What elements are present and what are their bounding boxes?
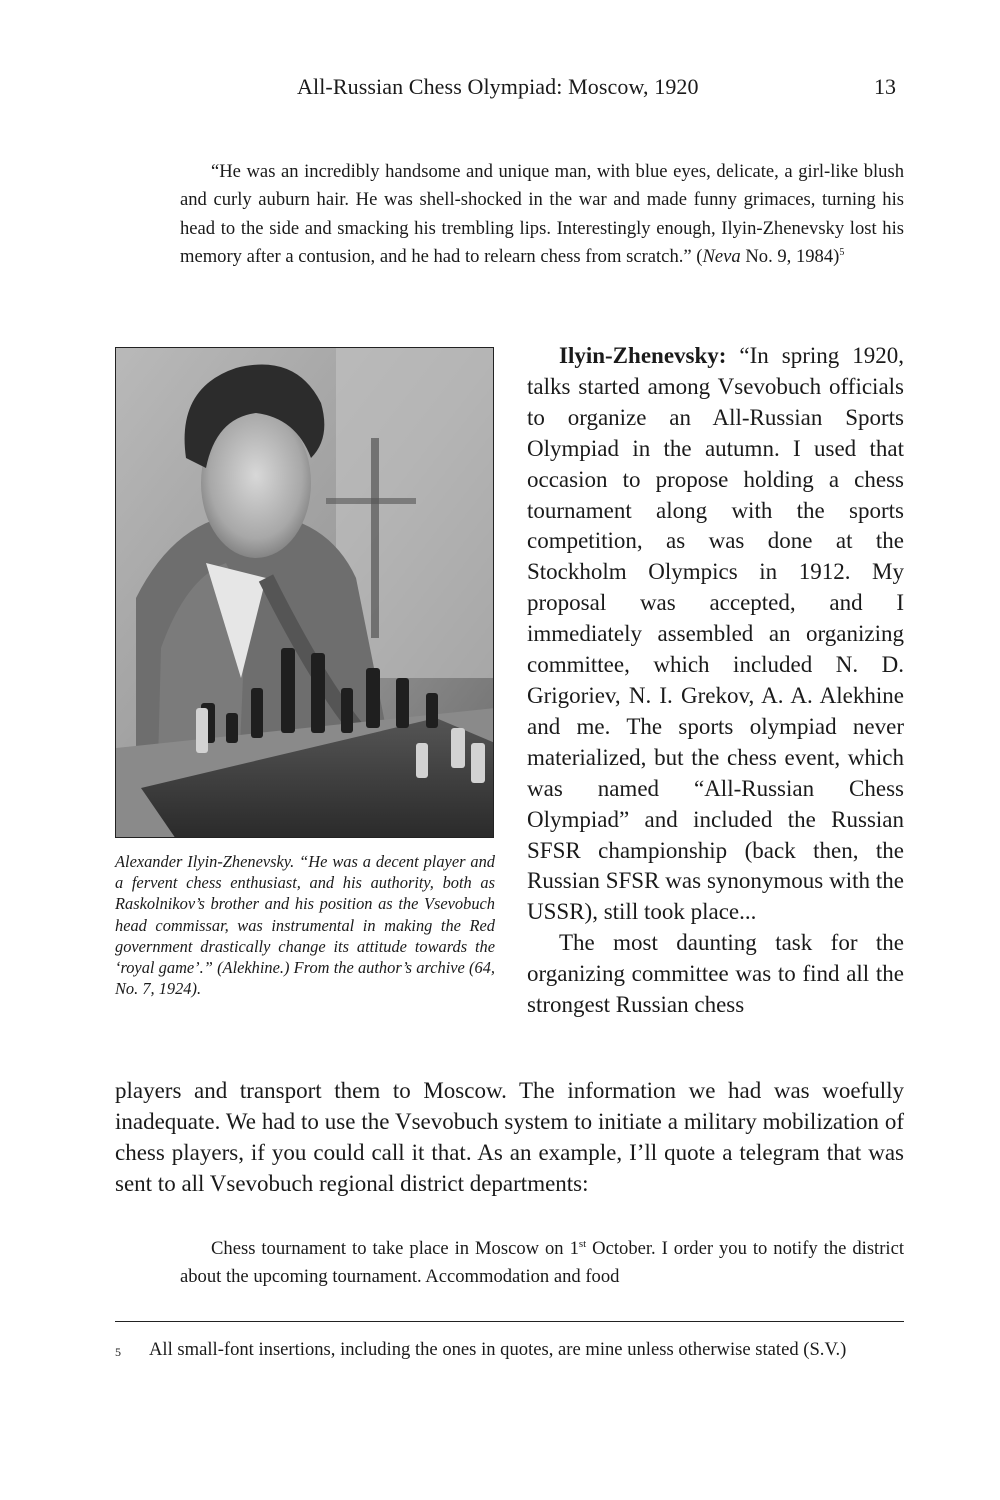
footnote-divider — [115, 1321, 904, 1322]
footnote — [115, 1338, 904, 1363]
quote-source-title: Neva — [702, 246, 741, 268]
quote-source-rest: No. 9, 1984) — [740, 246, 840, 268]
telegram-text-1: Chess tournament to take place in Moscow on 1 — [211, 1238, 579, 1259]
footnote-text: All small-font insertions, including the ones in quotes, are mine unless otherwise stated (S.V.) — [149, 1339, 847, 1360]
portrait-photo — [115, 347, 494, 838]
speaker-name: Ilyin-Zhenevsky: — [559, 343, 727, 368]
body-paragraph-2-continued: players and transport them to Moscow. The information we had was woefully inadequate. We had to use the Vsevobuch system to initiate a military mobilization of chess players, if you could call it that. As an example, I’ll quote a telegram that was sent to all Vsevobuch regional district departments: — [115, 1078, 904, 1196]
body-column — [527, 341, 904, 1021]
quote-block — [180, 158, 904, 272]
figure-caption — [115, 851, 495, 999]
telegram-ordinal: st — [578, 1237, 587, 1250]
footnote-ref: 5 — [839, 247, 845, 259]
telegram-quote — [180, 1235, 904, 1292]
page-number: 13 — [874, 74, 896, 99]
body-paragraph-2-start: The most daunting task for the organizing committee was to find all the strongest Russian chess — [527, 930, 904, 1018]
body-full-width — [115, 1076, 904, 1200]
telegram-text-2: October. I order you to notify the district about the upcoming tournament. Accommodation and food — [180, 1238, 904, 1288]
footnote-number: 5 — [115, 1345, 121, 1359]
body-paragraph-1: “In spring 1920, talks started among Vsevobuch officials to organize an All-Russian Sports Olympiad in the autumn. I used that occasion to propose holding a chess tournament along with the sports competition, as was done at the Stockholm Olympics in 1912. My proposal was accepted, and I immediately assembled an organizing committee, which included N. D. Grigoriev, N. I. Grekov, A. A. Alekhine and me. The sports olympiad never materialized, but the chess event, which was named “All-Russian Chess Olympiad” and included the Russian SFSR championship (back then, the Russian SFSR was synonymous with the USSR), still took place... — [527, 343, 904, 925]
caption-text: Alexander Ilyin-Zhenevsky. “He was a decent player and a fervent chess enthusiast, and his authority, both as Raskolnikov’s brother and his position as the Vsevobuch head commissar, was instrumental in making the Red government drastically change its attitude towards the ‘royal game’.” (Alekhine.) From the author’s archive (64, No. 7, 1924). — [115, 852, 495, 999]
running-head: All-Russian Chess Olympiad: Moscow, 1920 — [297, 74, 699, 99]
quote-text: “He was an incredibly handsome and unique man, with blue eyes, delicate, a girl-like blush and curly auburn hair. He was shell-shocked in the war and made funny grimaces, turning his head to the side and smacking his trembling lips. Interestingly enough, Ilyin-Zhenevsky lost his memory after a contusion, and he had to relearn chess from scratch.” ( — [180, 161, 904, 268]
